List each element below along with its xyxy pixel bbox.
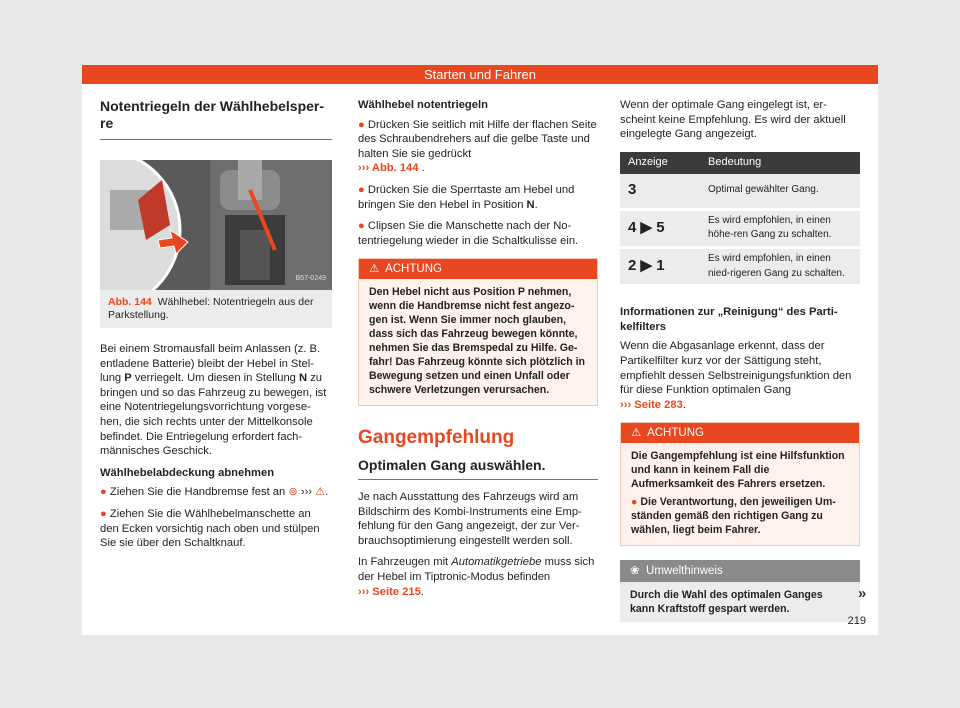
subheading: Informationen zur „Reinigung“ des Parti-kelfilters <box>620 306 838 333</box>
warning-triangle-icon: ⚠ <box>369 263 380 276</box>
manual-page <box>82 65 878 635</box>
warning-header: ⚠ ACHTUNG <box>359 259 597 279</box>
figure-label: Abb. 144 <box>108 296 152 308</box>
warning-box <box>358 258 598 406</box>
column-1 <box>100 98 332 558</box>
environment-note <box>620 560 860 622</box>
table-row <box>620 174 860 210</box>
gear-symbol: 2 ▶ 1 <box>620 247 700 285</box>
table-header-row <box>620 152 860 174</box>
figure-gear-lever <box>100 160 332 290</box>
warning-triangle-icon: ⚠ <box>315 486 326 499</box>
chapter-title: Gangempfehlung <box>358 427 515 449</box>
warning-header: ⚠ ACHTUNG <box>621 423 859 443</box>
chapter-subtitle: Optimalen Gang auswählen. <box>358 458 598 480</box>
paragraph: In Fahrzeugen mit Automatikgetriebe muss sich der Hebel im Tiptronic-Modus befinden ››› Seite 215. <box>358 556 595 598</box>
warning-box <box>620 422 860 546</box>
table-row <box>620 209 860 247</box>
bullet-item: ● Drücken Sie die Sperrtaste am Hebel und bringen Sie den Hebel in Position N. <box>358 183 575 211</box>
gear-symbol: 4 ▶ 5 <box>620 209 700 247</box>
subheading: Wählhebelabdeckung abnehmen <box>100 466 275 479</box>
figure-text: Wählhebel: Notentriegeln aus der Parkstellung. <box>108 296 314 321</box>
paragraph: Bei einem Stromausfall beim Anlassen (z. B. entladene Batterie) bleibt der Hebel in Stel-lung P verriegelt. Um diesen in Stellung N zu bringen und so das Fahrzeug zu bewegen, ist eine Notentriegelungsvorrichtung vorgese-hen, die sich rechts unter der Mittelkonsole befindet. Die Entriegelung erfordert fach-männisches Geschick. <box>100 343 327 458</box>
bullet-item: ● Clipsen Sie die Manschette nach der No-tentriegelung wieder in die Schaltkulisse ein. <box>358 220 579 247</box>
paragraph: Wenn der optimale Gang eingelegt ist, er-scheint keine Empfehlung. Es wird der aktuell eingelegte Gang angezeigt. <box>620 99 846 141</box>
gear-symbol: 3 <box>620 174 700 210</box>
continue-mark: » <box>858 585 867 602</box>
warning-text: Die Gangempfehlung ist eine Hilfsfunktion und kann in keinem Fall die Aufmerksamkeit des Fahrers ersetzen. ● Die Verantwortung, den jeweiligen Um-ständen gemäß den richtigen Gang zu wählen, liegt beim Fahrer. <box>631 450 845 537</box>
gear-lever-illustration <box>100 160 332 290</box>
gear-meaning: Es wird empfohlen, in einen höhe-ren Gang zu schalten. <box>700 209 860 247</box>
paragraph: Wenn die Abgasanlage erkennt, dass der Partikelfilter kurz vor der Sättigung steht, empfiehlt dessen Selbstreinigungsfunktion den für diese Funktion optimalen Gang ››› Seite 283. <box>620 340 852 411</box>
paragraph: Je nach Ausstattung des Fahrzeugs wird am Bildschirm des Kombi-Instruments eine Emp-fehlung für den Gang angezeigt, der zur Ver-brauchsoptimierung eingestellt werden soll. <box>358 490 582 547</box>
cross-reference[interactable]: ››› Abb. 144 <box>358 162 419 175</box>
handbrake-icon: ⊚ <box>288 486 298 499</box>
cross-reference[interactable]: ››› Seite 215 <box>358 585 421 598</box>
bullet-item: ● Drücken Sie seitlich mit Hilfe der flachen Seite des Schraubendrehers auf die gelbe Taste und halten Sie sie gedrückt ››› Abb. 144 . <box>358 118 597 175</box>
column-header: Bedeutung <box>700 152 860 174</box>
environment-text: Durch die Wahl des optimalen Ganges kann Kraftstoff gespart werden. <box>620 582 860 622</box>
figure-caption <box>100 290 332 328</box>
chapter-header: Starten und Fahren <box>82 65 878 84</box>
page-number: 219 <box>847 615 866 627</box>
section-title: Notentriegeln der Wählhebelsper-re <box>100 98 332 140</box>
warning-text: Den Hebel nicht aus Position P nehmen, wenn die Handbremse nicht fest angezo-gen ist. Wenn Sie immer noch glauben, dass sich das Fahrzeug bewegen könnte, nehmen Sie das Bremspedal zu Hilfe. Ge-fahr! Das Fahrzeug könnte sich plötzlich in Bewegung setzen und einen Unfall oder schwere Verletzungen verursachen. <box>369 286 586 397</box>
environment-header: ❀ Umwelthinweis <box>620 560 860 582</box>
gear-meaning: Es wird empfohlen, in einen nied-rigeren Gang zu schalten. <box>700 247 860 285</box>
flower-icon: ❀ <box>630 565 640 578</box>
column-2 <box>358 98 598 606</box>
cross-reference[interactable]: ››› <box>300 486 313 499</box>
subheading: Wählhebel notentriegeln <box>358 99 488 111</box>
bullet-item: ● Ziehen Sie die Wählhebelmanschette an den Ecken vorsichtig nach oben und stülpen Sie sie über den Schaltknauf. <box>100 507 320 550</box>
bullet-item: ● Ziehen Sie die Handbremse fest an ⊚ ››› ⚠. <box>100 486 329 499</box>
column-3 <box>620 98 860 622</box>
image-code: B57-0249 <box>295 275 326 283</box>
column-header: Anzeige <box>620 152 700 174</box>
cross-reference[interactable]: ››› Seite 283 <box>620 398 683 411</box>
gear-recommendation-table <box>620 152 860 287</box>
warning-triangle-icon: ⚠ <box>631 427 642 440</box>
gear-meaning: Optimal gewählter Gang. <box>700 174 860 210</box>
table-row <box>620 247 860 285</box>
